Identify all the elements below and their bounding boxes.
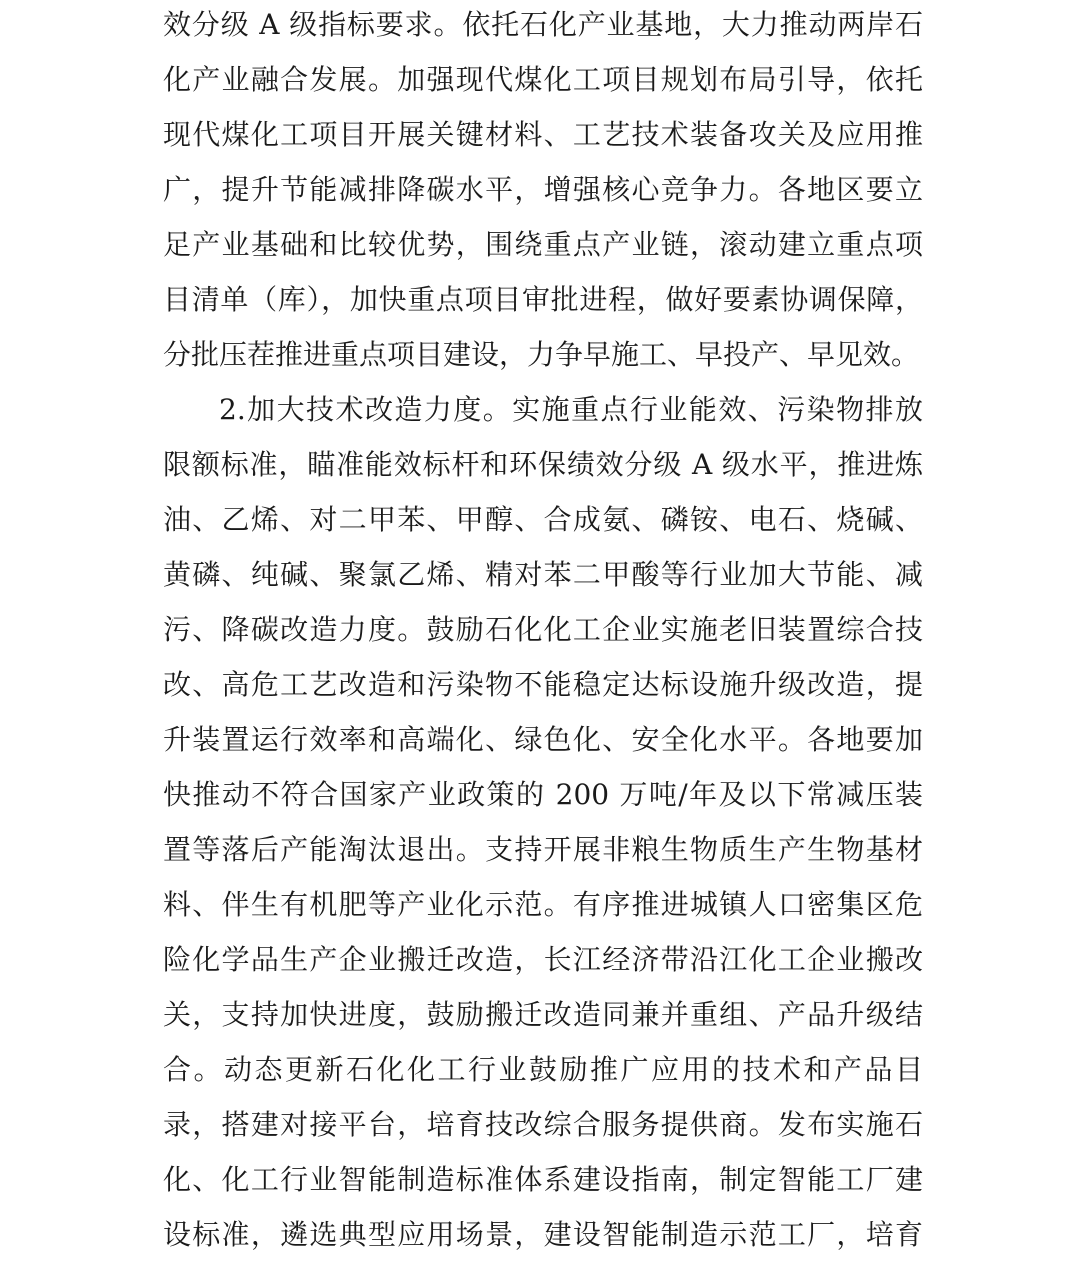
text-line: 黄磷、纯碱、聚氯乙烯、精对苯二甲酸等行业加大节能、减 [163, 558, 923, 591]
text-line: 足产业基础和比较优势，围绕重点产业链，滚动建立重点项 [163, 228, 923, 261]
body-text [163, 0, 923, 1262]
text-line: 料、伴生有机肥等产业化示范。有序推进城镇人口密集区危 [163, 888, 923, 921]
text-line: 置等落后产能淘汰退出。支持开展非粮生物质生产生物基材 [163, 833, 923, 866]
text-line: 目清单（库），加快重点项目审批进程，做好要素协调保障， [163, 283, 923, 316]
text-line: 合。动态更新石化化工行业鼓励推广应用的技术和产品目 [163, 1053, 923, 1086]
text-line: 关，支持加快进度，鼓励搬迁改造同兼并重组、产品升级结 [163, 998, 923, 1031]
text-line: 广，提升节能减排降碳水平，增强核心竞争力。各地区要立 [163, 173, 923, 206]
text-line: 改、高危工艺改造和污染物不能稳定达标设施升级改造，提 [163, 668, 923, 701]
text-line: 油、乙烯、对二甲苯、甲醇、合成氨、磷铵、电石、烧碱、 [163, 503, 923, 536]
text-line: 现代煤化工项目开展关键材料、工艺技术装备攻关及应用推 [163, 118, 923, 151]
text-line: 快推动不符合国家产业政策的 200 万吨/年及以下常减压装 [163, 778, 923, 811]
text-line: 录，搭建对接平台，培育技改综合服务提供商。发布实施石 [163, 1108, 923, 1141]
text-line: 险化学品生产企业搬迁改造，长江经济带沿江化工企业搬改 [163, 943, 923, 976]
section-heading-line: 2.加大技术改造力度。实施重点行业能效、污染物排放 [219, 393, 923, 426]
text-line: 分批压茬推进重点项目建设，力争早施工、早投产、早见效。 [163, 338, 920, 371]
text-line: 化产业融合发展。加强现代煤化工项目规划布局引导，依托 [163, 63, 923, 96]
text-line: 升装置运行效率和高端化、绿色化、安全化水平。各地要加 [163, 723, 923, 756]
text-line: 限额标准，瞄准能效标杆和环保绩效分级 A 级水平，推进炼 [163, 448, 923, 481]
text-line: 化、化工行业智能制造标准体系建设指南，制定智能工厂建 [163, 1163, 923, 1196]
text-line: 设标准，遴选典型应用场景，建设智能制造示范工厂，培育 [163, 1218, 923, 1251]
text-line: 效分级 A 级指标要求。依托石化产业基地，大力推动两岸石 [163, 8, 923, 41]
text-line: 污、降碳改造力度。鼓励石化化工企业实施老旧装置综合技 [163, 613, 923, 646]
